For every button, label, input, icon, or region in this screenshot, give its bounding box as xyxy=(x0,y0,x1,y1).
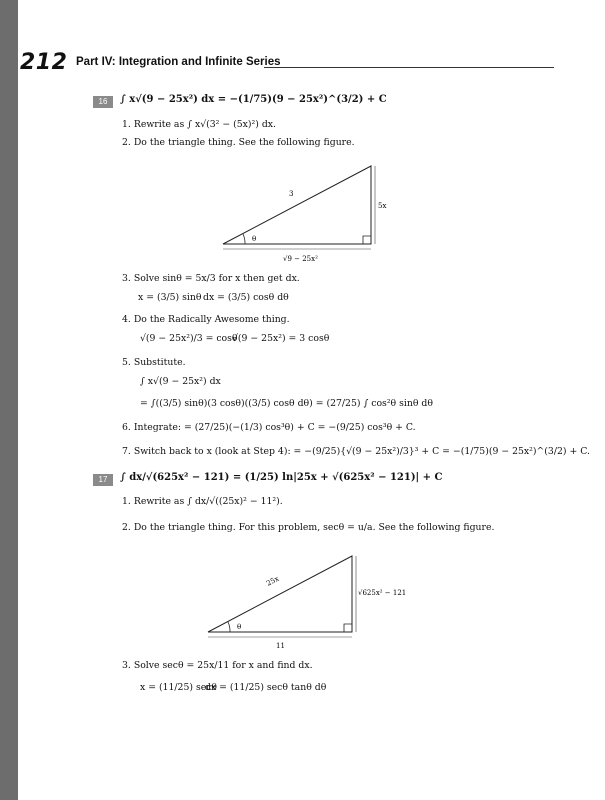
hypotenuse-label: 25x xyxy=(265,574,281,588)
problem-17-answer: ∫ dx/√(625x² − 121) = (1/25) ln|25x + √(625x² − 121)| + C xyxy=(120,472,443,483)
p17-step-3-x: x = (11/25) secθ xyxy=(140,682,218,693)
problem-16-answer: ∫ x√(9 − 25x²) dx = −(1/75)(9 − 25x²)^(3/2) + C xyxy=(120,94,387,105)
header-rule xyxy=(264,67,554,68)
p16-step-1: 1. Rewrite as ∫ x√(3² − (5x)²) dx. xyxy=(122,119,276,130)
p17-step-2: 2. Do the triangle thing. For this problem, secθ = u/a. See the following figure. xyxy=(122,522,495,533)
p16-step-4-eq1: √(9 − 25x²)/3 = cosθ xyxy=(140,333,238,344)
page-number: 212 xyxy=(20,50,68,75)
angle-arc xyxy=(228,622,230,632)
opposite-label: 5x xyxy=(378,202,387,210)
opposite-label: √625x² − 121 xyxy=(358,589,407,597)
p16-step-3-dx: dx = (3/5) cosθ dθ xyxy=(203,292,289,303)
p16-step-4: 4. Do the Radically Awesome thing. xyxy=(122,314,290,325)
adjacent-label: √9 − 25x² xyxy=(283,255,318,263)
angle-label: θ xyxy=(237,623,242,631)
adjacent-label: 11 xyxy=(276,642,285,650)
right-angle-mark xyxy=(344,624,352,632)
triangle-shape xyxy=(223,166,371,244)
page-header xyxy=(20,50,540,74)
p17-step-1: 1. Rewrite as ∫ dx/√((25x)² − 11²). xyxy=(122,496,283,507)
p16-step-5-line1: ∫ x√(9 − 25x²) dx xyxy=(140,376,221,387)
problem-16-badge: 16 xyxy=(93,96,113,108)
p17-step-3: 3. Solve secθ = 25x/11 for x and find dx. xyxy=(122,660,313,671)
p16-step-7: 7. Switch back to x (look at Step 4): = −(9/25){√(9 − 25x²)/3}³ + C = −(1/75)(9 − 25x²)^(3/2) + C. xyxy=(122,446,590,457)
angle-arc xyxy=(243,234,245,244)
angle-label: θ xyxy=(252,235,257,243)
p16-step-3-x: x = (3/5) sinθ xyxy=(138,292,202,303)
hypotenuse-label: 3 xyxy=(289,190,294,198)
p16-step-4-eq2: √(9 − 25x²) = 3 cosθ xyxy=(232,333,330,344)
p16-step-3: 3. Solve sinθ = 5x/3 for x then get dx. xyxy=(122,273,300,284)
p16-triangle-figure xyxy=(215,160,395,266)
p17-triangle-figure xyxy=(200,552,420,652)
p17-step-3-dx: dx = (11/25) secθ tanθ dθ xyxy=(205,682,327,693)
p16-step-5-line2: = ∫((3/5) sinθ)(3 cosθ)((3/5) cosθ dθ) = (27/25) ∫ cos²θ sinθ dθ xyxy=(140,398,433,409)
p16-step-2: 2. Do the triangle thing. See the following figure. xyxy=(122,137,355,148)
triangle-shape xyxy=(208,556,352,632)
running-head: Part IV: Integration and Infinite Series xyxy=(76,56,281,68)
p16-step-6: 6. Integrate: = (27/25)(−(1/3) cos³θ) + C = −(9/25) cos³θ + C. xyxy=(122,422,416,433)
right-angle-mark xyxy=(363,236,371,244)
problem-17-badge: 17 xyxy=(93,474,113,486)
page-edge-bar xyxy=(0,0,18,800)
p16-step-5: 5. Substitute. xyxy=(122,357,186,368)
